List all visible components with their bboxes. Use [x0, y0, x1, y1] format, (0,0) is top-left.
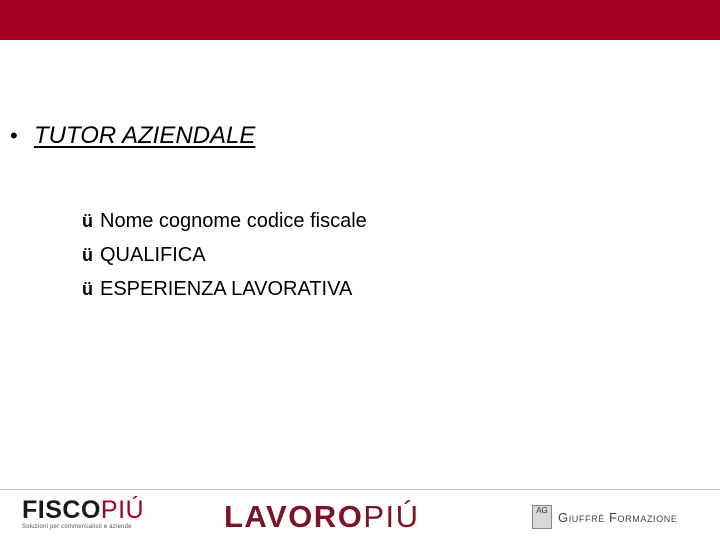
heading-row	[10, 122, 255, 150]
list-item-text: ESPERIENZA LAVORATIVA	[100, 278, 353, 300]
lavoropiu-logo	[224, 500, 420, 534]
list-item-text: QUALIFICA	[100, 244, 206, 266]
lavoropiu-light-text: PIÚ	[363, 499, 420, 534]
fiscopiu-light-text: PIÚ	[100, 496, 145, 524]
lavoropiu-bold-text: LAVORO	[224, 499, 364, 534]
giuffre-mark-text: AG	[536, 506, 548, 515]
checkmark-icon: ü	[82, 245, 93, 265]
header-bar	[0, 0, 720, 40]
fiscopiu-wordmark	[22, 496, 145, 524]
fiscopiu-logo	[22, 496, 145, 530]
checkmark-icon: ü	[82, 211, 93, 231]
slide-heading: TUTOR AZIENDALE	[34, 122, 256, 149]
bullet-icon: •	[10, 123, 18, 148]
fiscopiu-bold-text: FISCO	[22, 496, 101, 524]
checklist	[82, 210, 367, 312]
giuffre-name: Giuffrè Formazione	[558, 509, 678, 525]
footer-divider	[0, 489, 720, 490]
list-item	[82, 244, 367, 278]
fiscopiu-tagline: Soluzioni per commercialisti e aziende	[22, 524, 132, 530]
giuffre-mark-icon	[532, 505, 552, 529]
checkmark-icon: ü	[82, 279, 93, 299]
list-item-text: Nome cognome codice fiscale	[100, 210, 367, 232]
list-item	[82, 210, 367, 244]
giuffre-formazione-logo	[532, 505, 677, 529]
list-item	[82, 278, 367, 312]
